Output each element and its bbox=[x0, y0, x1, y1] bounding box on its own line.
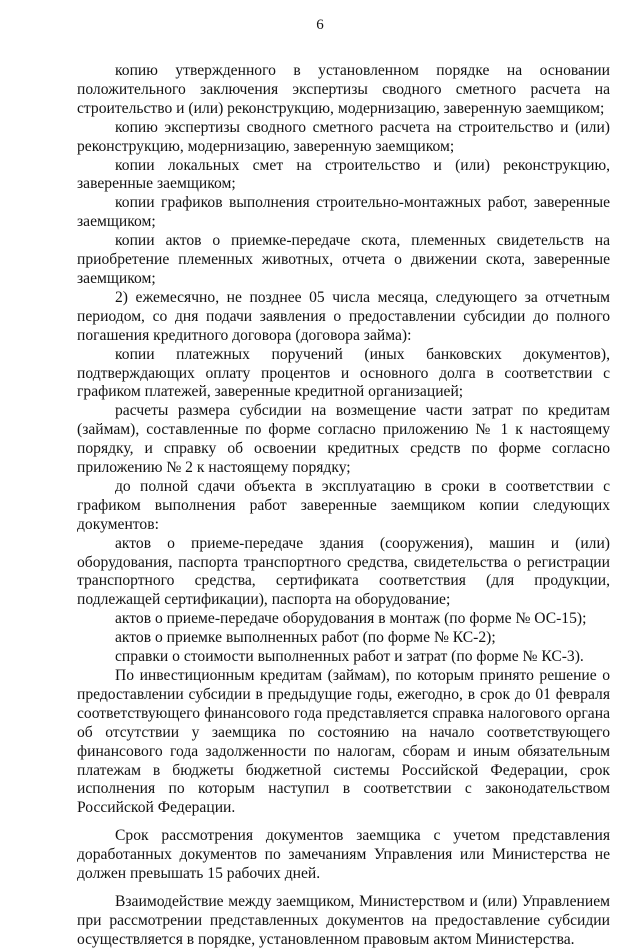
paragraph: копии платежных поручений (иных банковских документов), подтверждающих оплату процентов и основного долга в соответствии с графиком платежей, заверенные кредитной организацией; bbox=[77, 345, 610, 401]
paragraph: копию экспертизы сводного сметного расчета на строительство и (или) реконструкцию, модернизацию, заверенную заемщиком; bbox=[77, 118, 610, 155]
paragraph: актов о приемке выполненных работ (по форме № КС-2); bbox=[115, 629, 496, 647]
paragraph: По инвестиционным кредитам (займам), по которым принято решение о предоставлении субсидии в предыдущие годы, ежегодно, в срок до 01 февраля соответствующего финансового года представляется справка налогового органа об отсутствии у заемщика по состоянию на начало соответствующего финансового года задолженности по налогам, сборам и иным обязательным платежам в бюджеты бюджетной системы Российской Федерации, срок исполнения по которым наступил в соответствии с законодательством Российской Федерации. bbox=[77, 667, 610, 817]
document-body bbox=[77, 62, 610, 950]
paragraph: копию утвержденного в установленном порядке на основании положительного заключения экспертизы сводного сметного расчета на строительство и (или) реконструкцию, модернизацию, заверенную заемщиком; bbox=[77, 62, 610, 117]
paragraph: копии локальных смет на строительство и (или) реконструкцию, заверенные заемщиком; bbox=[77, 156, 610, 193]
page-number: 6 bbox=[316, 17, 324, 33]
paragraph: копии актов о приемке-передаче скота, племенных свидетельств на приобретение племенных животных, отчета о движении скота, заверенные заемщиком; bbox=[77, 232, 610, 287]
paragraph: расчеты размера субсидии на возмещение части затрат по кредитам (займам), составленные по форме согласно приложению № 1 к настоящему порядку, и справку об освоении кредитных средств по форме согласно приложению № 2 к настоящему порядку; bbox=[77, 402, 610, 477]
paragraph: справки о стоимости выполненных работ и затрат (по форме № КС-3). bbox=[115, 648, 584, 666]
paragraph: 2) ежемесячно, не позднее 05 числа месяца, следующего за отчетным периодом, со дня подачи заявления о предоставлении субсидии до полного погашения кредитного договора (договора займа): bbox=[77, 288, 610, 344]
paragraph: до полной сдачи объекта в эксплуатацию в сроки в соответствии с графиком выполнения работ заверенные заемщиком копии следующих документов: bbox=[77, 477, 610, 533]
paragraph: копии графиков выполнения строительно-монтажных работ, заверенные заемщиком; bbox=[77, 194, 610, 231]
paragraph: Срок рассмотрения документов заемщика с учетом представления доработанных документов по замечаниям Управления или Министерства не должен превышать 15 рабочих дней. bbox=[77, 827, 610, 883]
paragraph: актов о приеме-передаче здания (сооружения), машин и (или) оборудования, паспорта транспортного средства, свидетельства о регистрации транспортного средства, сертификата соответствия (для продукции, подлежащей сертификации), паспорта на оборудование; bbox=[77, 534, 610, 609]
paragraph: Взаимодействие между заемщиком, Министерством и (или) Управлением при рассмотрении представленных документов на предоставление субсидии осуществляется в порядке, установленном правовым актом Министерства. bbox=[77, 892, 610, 948]
paragraph: актов о приеме-передаче оборудования в монтаж (по форме № ОС-15); bbox=[115, 610, 587, 628]
